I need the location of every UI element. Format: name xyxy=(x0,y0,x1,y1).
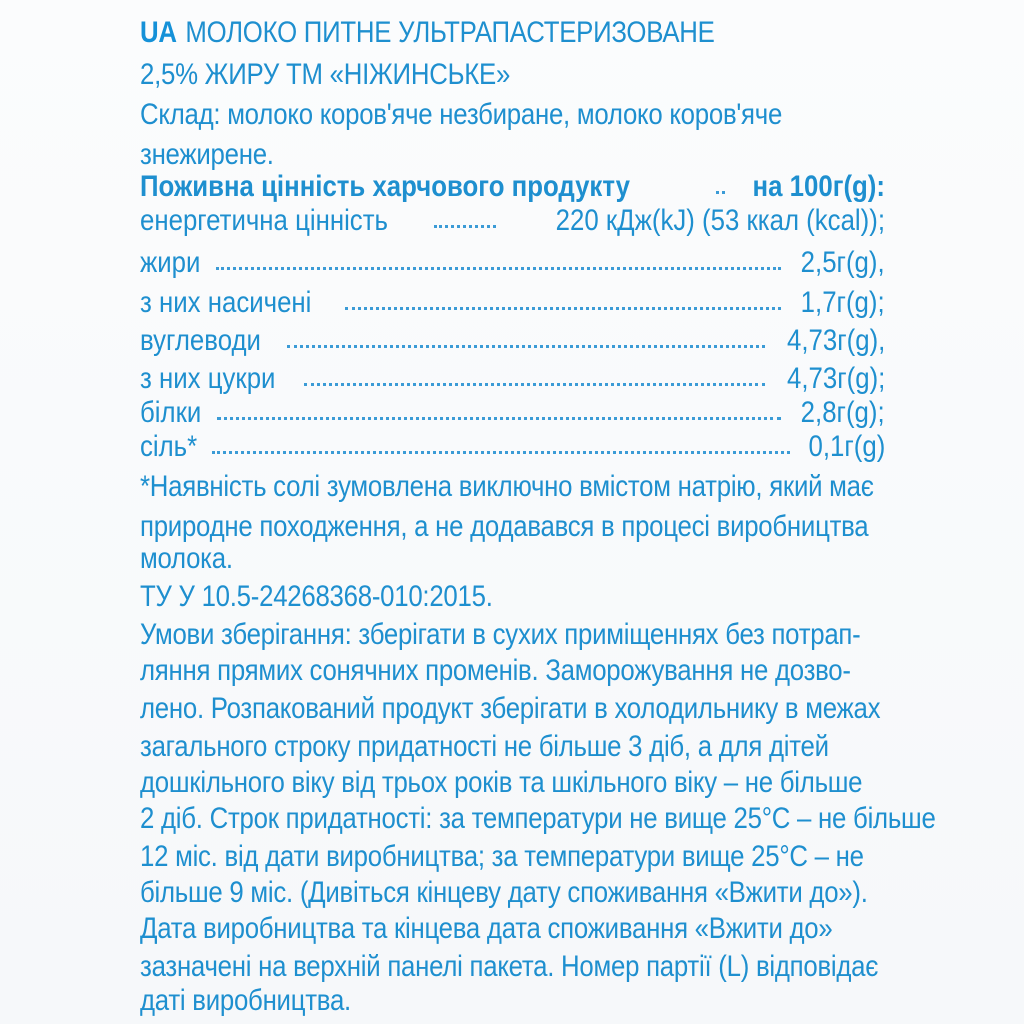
nutrition-row-carbs xyxy=(140,322,885,360)
dotted-leader xyxy=(304,383,765,386)
storage-line-8: більше 9 міс. (Дивіться кінцеву дату споживання «Вжити до»). xyxy=(140,876,868,909)
nutrition-row-name: білки xyxy=(140,396,202,429)
nutrition-heading-value: на 100г(g): xyxy=(752,170,885,203)
production-line-1: Дата виробництва та кінцева дата споживання «Вжити до» xyxy=(140,912,833,945)
product-title: МОЛОКО ПИТНЕ УЛЬТРАПАСТЕРИЗОВАНЕ xyxy=(185,16,715,49)
nutrition-row-fat xyxy=(140,244,885,282)
footnote-line-2: природне походження, а не додавався в процесі виробництва xyxy=(140,510,869,543)
nutrition-row-name: жири xyxy=(140,246,201,279)
production-line-3: даті виробництва. xyxy=(140,984,351,1017)
nutrition-row-value: 4,73г(g); xyxy=(786,362,885,395)
standard-code: ТУ У 10.5-24268368-010:2015. xyxy=(140,580,493,613)
nutrition-row-value: 4,73г(g), xyxy=(786,324,885,357)
footnote-line-3: молока. xyxy=(140,542,233,575)
nutrition-row-name: енергетична цінність xyxy=(140,204,388,237)
composition-line-2: знежирене. xyxy=(140,138,274,171)
product-title-line-1 xyxy=(140,14,781,52)
nutrition-heading-label: Поживна цінність харчового продукту xyxy=(140,170,630,203)
nutrition-row-protein xyxy=(140,394,885,432)
nutrition-row-name: з них цукри xyxy=(140,362,276,395)
nutrition-row-saturated xyxy=(140,284,885,322)
dotted-leader xyxy=(434,225,496,228)
storage-line-1: Умови зберігання: зберігати в сухих приміщеннях без потрап- xyxy=(140,618,861,651)
product-title-line-2: 2,5% ЖИРУ ТМ «НІЖИНСЬКЕ» xyxy=(140,58,511,91)
nutrition-row-name: вуглеводи xyxy=(140,324,261,357)
dotted-leader xyxy=(212,451,789,454)
nutrition-heading xyxy=(140,168,885,206)
production-line-2: зазначені на верхній панелі пакета. Номер партії (L) відповідає xyxy=(140,950,879,983)
nutrition-row-value: 1,7г(g); xyxy=(801,286,885,319)
nutrition-row-energy xyxy=(140,202,885,240)
nutrition-row-value: 0,1г(g) xyxy=(808,430,885,463)
dotted-leader xyxy=(216,267,781,270)
dotted-leader xyxy=(345,307,781,310)
storage-line-3: лено. Розпакований продукт зберігати в холодильнику в межах xyxy=(140,692,881,725)
dotted-leader xyxy=(716,191,725,194)
ua-mark: UA xyxy=(140,16,177,49)
composition-line-1: Склад: молоко коров'яче незбиране, молоко коров'яче xyxy=(140,98,783,131)
nutrition-row-value: 220 кДж(kJ) (53 ккал (kcal)); xyxy=(555,204,885,237)
nutrition-row-value: 2,8г(g); xyxy=(801,396,885,429)
footnote-line-1: *Наявність солі зумовлена виключно вмістом натрію, який має xyxy=(140,470,874,503)
storage-line-2: ляння прямих сонячних променів. Заморожування не дозво- xyxy=(140,654,851,687)
nutrition-row-sugars xyxy=(140,360,885,398)
dotted-leader xyxy=(217,417,781,420)
storage-line-7: 12 міс. від дати виробництва; за температури вище 25°С – не xyxy=(140,840,864,873)
nutrition-row-name: з них насичені xyxy=(140,286,312,319)
dotted-leader xyxy=(287,345,765,348)
storage-line-6: 2 діб. Строк придатності: за температури не вище 25°С – не більше xyxy=(140,802,936,835)
storage-line-5: дошкільного віку від трьох років та шкільного віку – не більше xyxy=(140,766,863,799)
nutrition-row-name: сіль* xyxy=(140,430,198,463)
nutrition-row-value: 2,5г(g), xyxy=(801,246,885,279)
nutrition-row-salt xyxy=(140,428,885,466)
storage-line-4: загального строку придатності не більше 3 діб, а для дітей xyxy=(140,730,829,763)
